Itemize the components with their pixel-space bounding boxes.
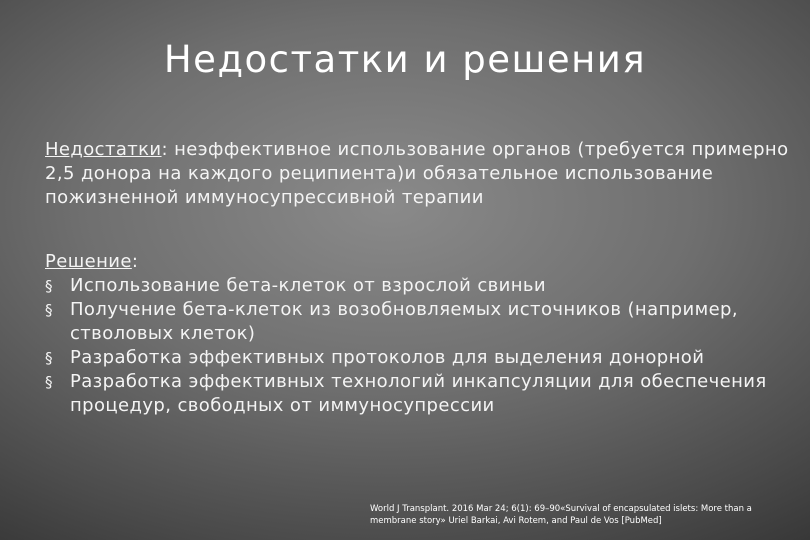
list-item <box>45 370 775 418</box>
solution-heading <box>45 250 775 274</box>
bullet-icon: § <box>45 349 53 367</box>
list-item-line: Использование бета-клеток от взрослой свиньи <box>70 275 547 296</box>
drawbacks-line-1 <box>45 138 810 162</box>
list-item-line: Разработка эффективных протоколов для выделения донорной <box>70 347 705 368</box>
bullet-icon: § <box>45 373 53 391</box>
list-item-line: процедур, свободных от иммуносупрессии <box>70 395 495 416</box>
list-item-line: стволовых клеток) <box>70 323 256 344</box>
solution-label: Решение <box>45 251 132 272</box>
solution-section <box>45 250 775 418</box>
citation-line-1: World J Transplant. 2016 Mar 24; 6(1): 69–90«Survival of encapsulated islets: More than a <box>370 504 752 514</box>
bullet-icon: § <box>45 277 53 295</box>
solution-list <box>45 274 775 418</box>
drawbacks-line-3: пожизненной иммуносупрессивной терапии <box>45 187 484 208</box>
drawbacks-paragraph <box>45 138 810 210</box>
citation <box>370 503 800 527</box>
list-item <box>45 274 775 298</box>
drawbacks-separator: : <box>161 139 169 160</box>
drawbacks-text-1: неэффективное использование органов (требуется примерно <box>168 139 789 160</box>
drawbacks-line-2: 2,5 донора на каждого реципиента)и обязательное использование <box>45 163 714 184</box>
citation-line-2: membrane story» Uriel Barkai, Avi Rotem, and Paul de Vos [PubMed] <box>370 516 662 526</box>
solution-separator: : <box>131 251 139 272</box>
drawbacks-label: Недостатки <box>45 139 162 160</box>
list-item <box>45 346 775 370</box>
slide-title: Недостатки и решения <box>163 38 647 81</box>
list-item-line: Разработка эффективных технологий инкапсуляции для обеспечения <box>70 371 767 392</box>
list-item-line: Получение бета-клеток из возобновляемых источников (например, <box>70 299 738 320</box>
bullet-icon: § <box>45 301 53 319</box>
list-item <box>45 298 775 346</box>
